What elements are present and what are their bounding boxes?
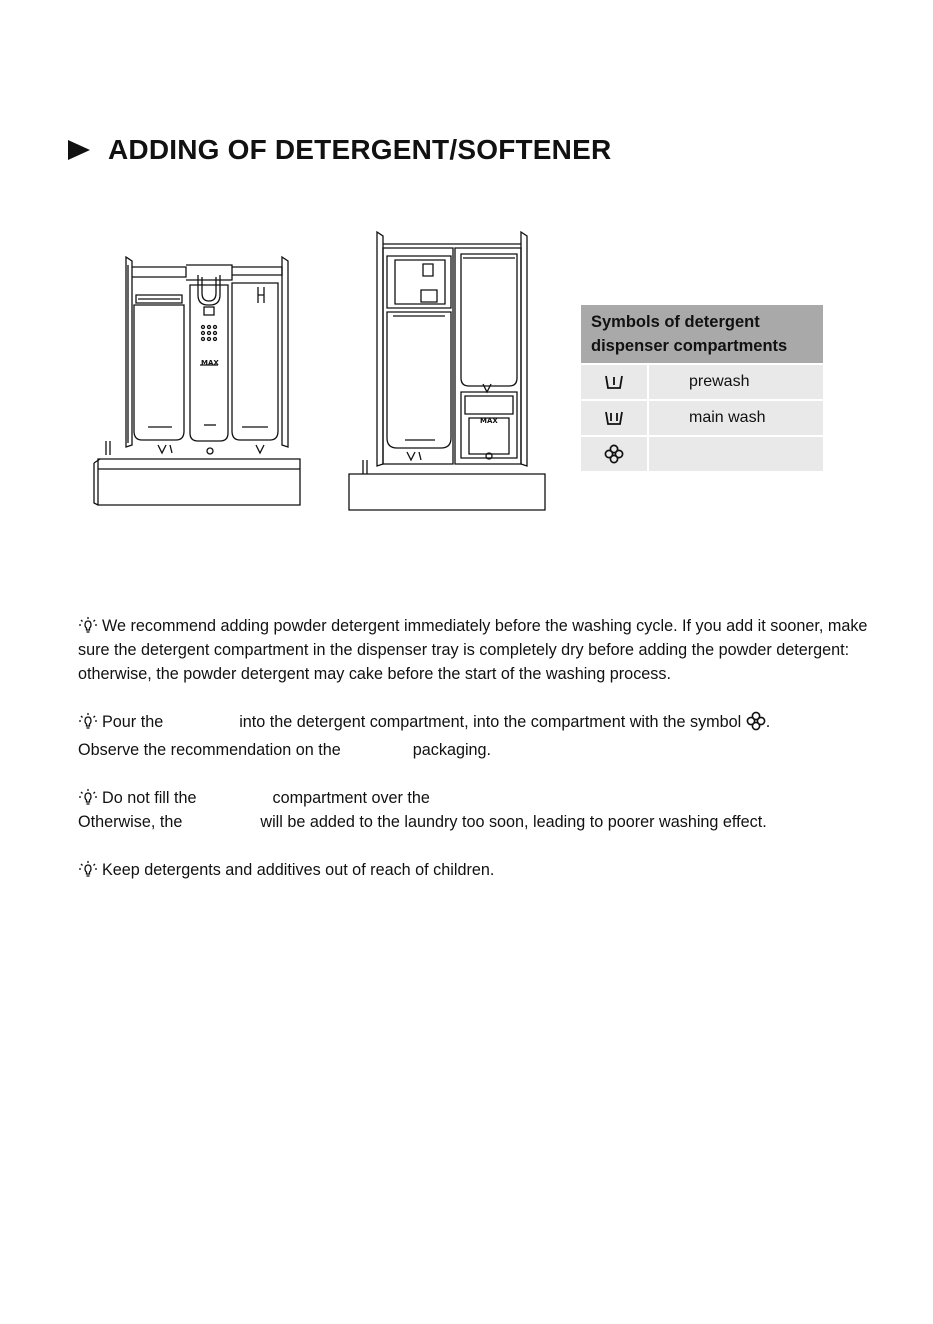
note-text: compartment over the bbox=[272, 789, 430, 807]
note-text: Do not fill the bbox=[102, 789, 197, 807]
note-fill-limit bbox=[78, 786, 868, 834]
dispenser-drawer-illustration-a bbox=[92, 255, 304, 509]
note-text: Pour the bbox=[102, 713, 164, 731]
symbol-label: main wash bbox=[648, 400, 823, 436]
note-text: We recommend adding powder detergent immediately before the washing cycle. If you add it sooner, make sure the detergent compartment in the dispenser tray is completely dry before adding the powder detergent: otherwise, the powder detergent may cake before the start of the washing process. bbox=[78, 617, 868, 683]
symbols-table-row bbox=[581, 364, 823, 400]
note-children-safety bbox=[78, 858, 868, 882]
lightbulb-tip-icon bbox=[78, 616, 98, 634]
symbols-table-row bbox=[581, 436, 823, 471]
lightbulb-tip-icon bbox=[78, 788, 98, 806]
note-text: Otherwise, the bbox=[78, 813, 183, 831]
dispenser-drawer-illustration-b bbox=[345, 228, 547, 512]
note-powder-detergent bbox=[78, 614, 868, 686]
note-text: Keep detergents and additives out of reach of children. bbox=[102, 861, 495, 879]
max-mark-a bbox=[199, 356, 223, 368]
note-text: into the detergent compartment, into the compartment with the symbol bbox=[239, 713, 742, 731]
max-mark-b bbox=[478, 414, 506, 426]
heading-text: ADDING OF DETERGENT/SOFTENER bbox=[108, 134, 612, 165]
note-text: packaging. bbox=[412, 741, 492, 759]
triangle-arrow-icon bbox=[68, 140, 90, 160]
symbols-table bbox=[581, 305, 823, 471]
note-text: . bbox=[765, 713, 771, 731]
main-wash-icon bbox=[581, 400, 648, 436]
svg-text:MAX: MAX bbox=[480, 417, 498, 425]
symbols-table-header: Symbols of detergent dispenser compartments bbox=[581, 305, 823, 364]
softener-flower-icon bbox=[746, 711, 766, 738]
symbol-label: prewash bbox=[648, 364, 823, 400]
softener-flower-icon bbox=[581, 436, 648, 471]
lightbulb-tip-icon bbox=[78, 860, 98, 878]
note-text: Observe the recommendation on the bbox=[78, 741, 341, 759]
prewash-icon bbox=[581, 364, 648, 400]
page-heading bbox=[68, 134, 611, 166]
symbol-label bbox=[648, 436, 823, 471]
note-pour-softener bbox=[78, 710, 868, 762]
notes-section bbox=[78, 614, 868, 906]
svg-text:MAX: MAX bbox=[201, 359, 219, 367]
lightbulb-tip-icon bbox=[78, 712, 98, 730]
symbols-table-row bbox=[581, 400, 823, 436]
symbols-table-header-row bbox=[581, 305, 823, 364]
note-text: will be added to the laundry too soon, leading to poorer washing effect. bbox=[260, 813, 767, 831]
